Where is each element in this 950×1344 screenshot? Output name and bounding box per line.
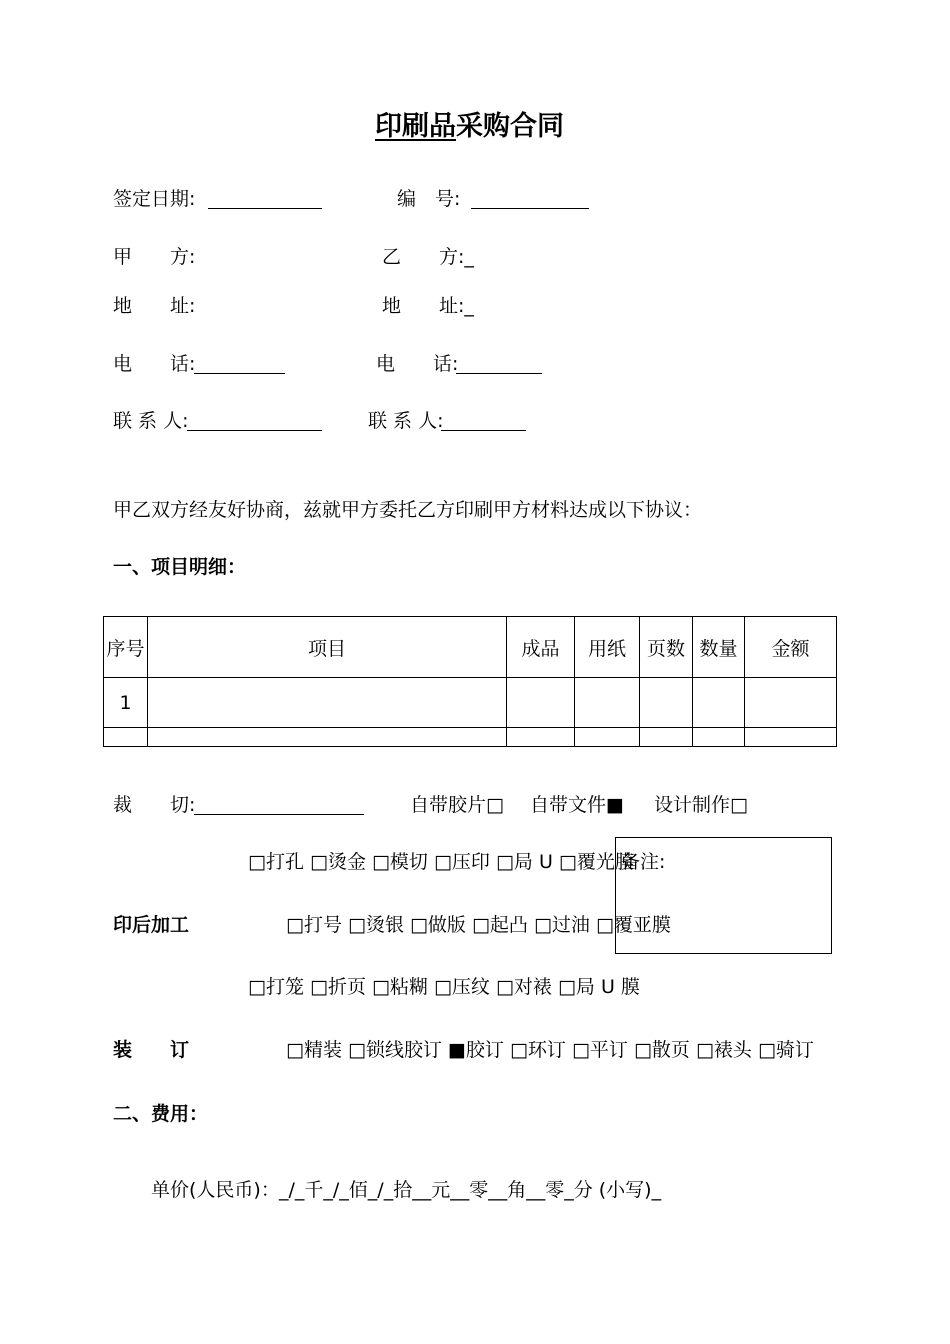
number-field[interactable] xyxy=(471,208,589,209)
post-process-line-1[interactable]: □打孔 □烫金 □模切 □压印 □局 U □覆光膜 xyxy=(248,851,634,873)
table-cell[interactable] xyxy=(575,728,640,747)
design-option[interactable]: 设计制作□ xyxy=(654,794,748,816)
post-process-line-2[interactable]: □打号 □烫银 □做版 □起凸 □过油 □覆亚膜 xyxy=(286,914,671,936)
table-cell[interactable] xyxy=(640,728,693,747)
table-cell[interactable] xyxy=(148,728,507,747)
header-cell-amount: 金额 xyxy=(745,617,837,678)
table-cell[interactable] xyxy=(507,678,575,728)
contact-b-field[interactable] xyxy=(441,430,526,431)
address-a-label: 地 址: xyxy=(113,295,196,317)
header-cell-quantity: 数量 xyxy=(693,617,745,678)
table-cell[interactable] xyxy=(148,678,507,728)
phone-a-label: 电 话: xyxy=(113,353,196,375)
section2-title: 二、费用： xyxy=(113,1103,209,1125)
phone-a-field[interactable] xyxy=(194,373,285,374)
contact-b-label: 联 系 人: xyxy=(368,410,444,432)
cut-label: 裁 切: xyxy=(113,794,196,816)
binding-options[interactable]: □精装 □锁线胶订 ■胶订 □环订 □平订 □散页 □裱头 □骑订 xyxy=(286,1039,814,1061)
title-underlined-part: 印刷品 xyxy=(375,111,456,142)
table-cell: 1 xyxy=(104,678,148,728)
title-rest: 采购合同 xyxy=(456,111,564,142)
table-cell xyxy=(104,728,148,747)
table-cell[interactable] xyxy=(745,678,837,728)
table-header-row xyxy=(104,617,837,678)
phone-b-label: 电 话: xyxy=(376,353,459,375)
unit-price-label: 单价(人民币)： xyxy=(151,1179,280,1201)
binding-label: 装 订 xyxy=(113,1039,190,1061)
phone-b-field[interactable] xyxy=(456,373,542,374)
self-file-option[interactable]: 自带文件■ xyxy=(530,794,624,816)
address-b-label: 地 址:_ xyxy=(382,295,474,317)
post-process-line-3[interactable]: □打笼 □折页 □粘糊 □压纹 □对裱 □局 U 膜 xyxy=(248,976,640,998)
contract-title xyxy=(375,113,564,140)
remark-label: 备注: xyxy=(621,851,666,873)
table-cell[interactable] xyxy=(745,728,837,747)
table-cell[interactable] xyxy=(575,678,640,728)
number-label: 编 号: xyxy=(397,188,461,210)
party-b-label: 乙 方:_ xyxy=(382,246,474,268)
self-film-option[interactable]: 自带胶片□ xyxy=(410,794,504,816)
post-process-label: 印后加工 xyxy=(113,914,190,936)
table-cell[interactable] xyxy=(640,678,693,728)
contact-a-field[interactable] xyxy=(187,430,322,431)
table-row xyxy=(104,728,837,747)
cut-field[interactable] xyxy=(194,814,364,815)
header-cell-item: 项目 xyxy=(148,617,507,678)
table-cell[interactable] xyxy=(693,678,745,728)
table-cell[interactable] xyxy=(507,728,575,747)
table-cell[interactable] xyxy=(693,728,745,747)
party-a-label: 甲 方: xyxy=(113,246,196,268)
contact-a-label: 联 系 人: xyxy=(113,410,189,432)
sign-date-field[interactable] xyxy=(208,208,322,209)
intro-text: 甲乙双方经友好协商，兹就甲方委托乙方印刷甲方材料达成以下协议： xyxy=(113,499,703,521)
header-cell-paper: 用纸 xyxy=(575,617,640,678)
header-cell-pages: 页数 xyxy=(640,617,693,678)
header-cell-product: 成品 xyxy=(507,617,575,678)
items-table xyxy=(103,616,837,747)
unit-price-expression[interactable]: _/_千_/_佰_/_拾__元__零__角__零_分 (小写)_ xyxy=(279,1179,662,1201)
header-cell-index: 序号 xyxy=(104,617,148,678)
sign-date-label: 签定日期: xyxy=(113,188,196,210)
section1-title: 一、项目明细： xyxy=(113,556,247,578)
table-row xyxy=(104,678,837,728)
